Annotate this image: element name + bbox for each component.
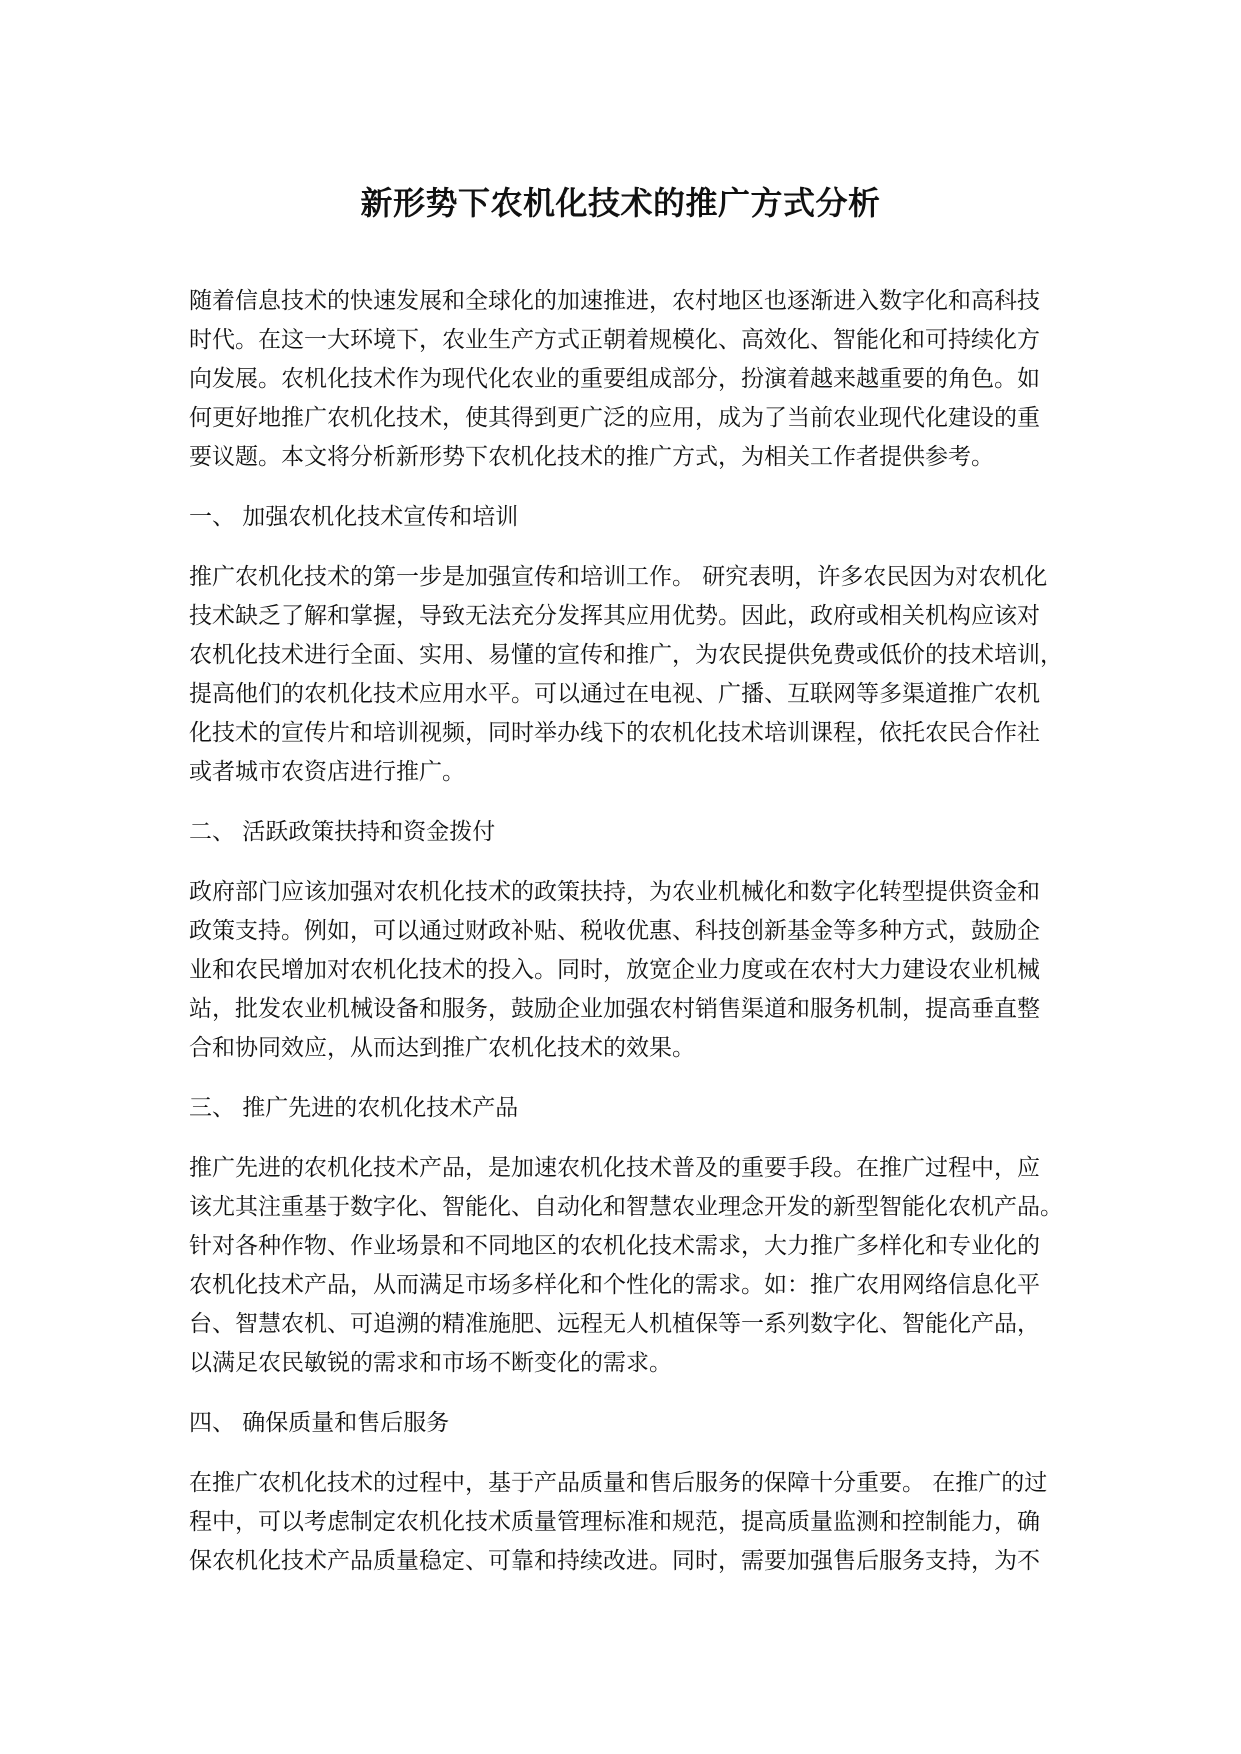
paragraph-line: 何更好地推广农机化技术，使其得到更广泛的应用，成为了当前农业现代化建设的重: [189, 405, 1040, 431]
paragraph-line: 合和协同效应，从而达到推广农机化技术的效果。: [189, 1035, 695, 1061]
section-paragraph: [189, 873, 1069, 1068]
paragraph-line: 台、智慧农机、可追溯的精准施肥、远程无人机植保等一系列数字化、智能化产品，: [189, 1311, 1040, 1337]
paragraph-line: 农机化技术产品，从而满足市场多样化和个性化的需求。如：推广农用网络信息化平: [189, 1272, 1040, 1298]
paragraph-line: 以满足农民敏锐的需求和市场不断变化的需求。: [189, 1350, 672, 1376]
paragraph-line: 化技术的宣传片和培训视频，同时举办线下的农机化技术培训课程，依托农民合作社: [189, 720, 1040, 746]
paragraph-line: 推广先进的农机化技术产品，是加速农机化技术普及的重要手段。在推广过程中，应: [189, 1155, 1040, 1181]
paragraph-line: 随着信息技术的快速发展和全球化的加速推进，农村地区也逐渐进入数字化和高科技: [189, 288, 1040, 314]
paragraph-line: 该尤其注重基于数字化、智能化、自动化和智慧农业理念开发的新型智能化农机产品。: [189, 1194, 1063, 1220]
section-paragraph: [189, 1149, 1069, 1383]
section-heading-text: 二、 活跃政策扶持和资金拨付: [189, 819, 496, 845]
section-heading: [189, 1404, 1069, 1443]
paragraph-line: 推广农机化技术的第一步是加强宣传和培训工作。 研究表明，许多农民因为对农机化: [189, 564, 1048, 590]
document-title: 新形势下农机化技术的推广方式分析: [360, 184, 881, 222]
paragraph-line: 要议题。本文将分析新形势下农机化技术的推广方式，为相关工作者提供参考。: [189, 444, 994, 470]
paragraph-line: 时代。在这一大环境下，农业生产方式正朝着规模化、高效化、智能化和可持续化方: [189, 327, 1040, 353]
paragraph-line: 业和农民增加对农机化技术的投入。同时，放宽企业力度或在农村大力建设农业机械: [189, 957, 1040, 983]
paragraph-line: 农机化技术进行全面、实用、易懂的宣传和推广，为农民提供免费或低价的技术培训，: [189, 642, 1063, 668]
paragraph-line: 在推广农机化技术的过程中，基于产品质量和售后服务的保障十分重要。 在推广的过: [189, 1470, 1048, 1496]
section-paragraph: [189, 558, 1069, 792]
paragraph-line: 程中，可以考虑制定农机化技术质量管理标准和规范，提高质量监测和控制能力，确: [189, 1509, 1040, 1535]
section-paragraph: [189, 1464, 1069, 1581]
paragraph-line: 站，批发农业机械设备和服务，鼓励企业加强农村销售渠道和服务机制，提高垂直整: [189, 996, 1040, 1022]
section-heading-text: 一、 加强农机化技术宣传和培训: [189, 504, 519, 530]
section-heading-text: 三、 推广先进的农机化技术产品: [189, 1095, 519, 1121]
paragraph-line: 向发展。农机化技术作为现代化农业的重要组成部分，扮演着越来越重要的角色。如: [189, 366, 1040, 392]
section-heading: [189, 498, 1069, 537]
section-heading: [189, 1089, 1069, 1128]
document-body: [189, 282, 1069, 1602]
paragraph-line: 针对各种作物、作业场景和不同地区的农机化技术需求，大力推广多样化和专业化的: [189, 1233, 1040, 1259]
paragraph-line: 或者城市农资店进行推广。: [189, 759, 465, 785]
paragraph-line: 政府部门应该加强对农机化技术的政策扶持，为农业机械化和数字化转型提供资金和: [189, 879, 1040, 905]
paragraph-line: 提高他们的农机化技术应用水平。可以通过在电视、广播、互联网等多渠道推广农机: [189, 681, 1040, 707]
section-heading: [189, 813, 1069, 852]
section-heading-text: 四、 确保质量和售后服务: [189, 1410, 450, 1436]
intro-paragraph: [189, 282, 1069, 477]
paragraph-line: 政策支持。例如，可以通过财政补贴、税收优惠、科技创新基金等多种方式，鼓励企: [189, 918, 1040, 944]
paragraph-line: 保农机化技术产品质量稳定、可靠和持续改进。同时，需要加强售后服务支持，为不: [189, 1548, 1040, 1574]
paragraph-line: 技术缺乏了解和掌握，导致无法充分发挥其应用优势。因此，政府或相关机构应该对: [189, 603, 1040, 629]
